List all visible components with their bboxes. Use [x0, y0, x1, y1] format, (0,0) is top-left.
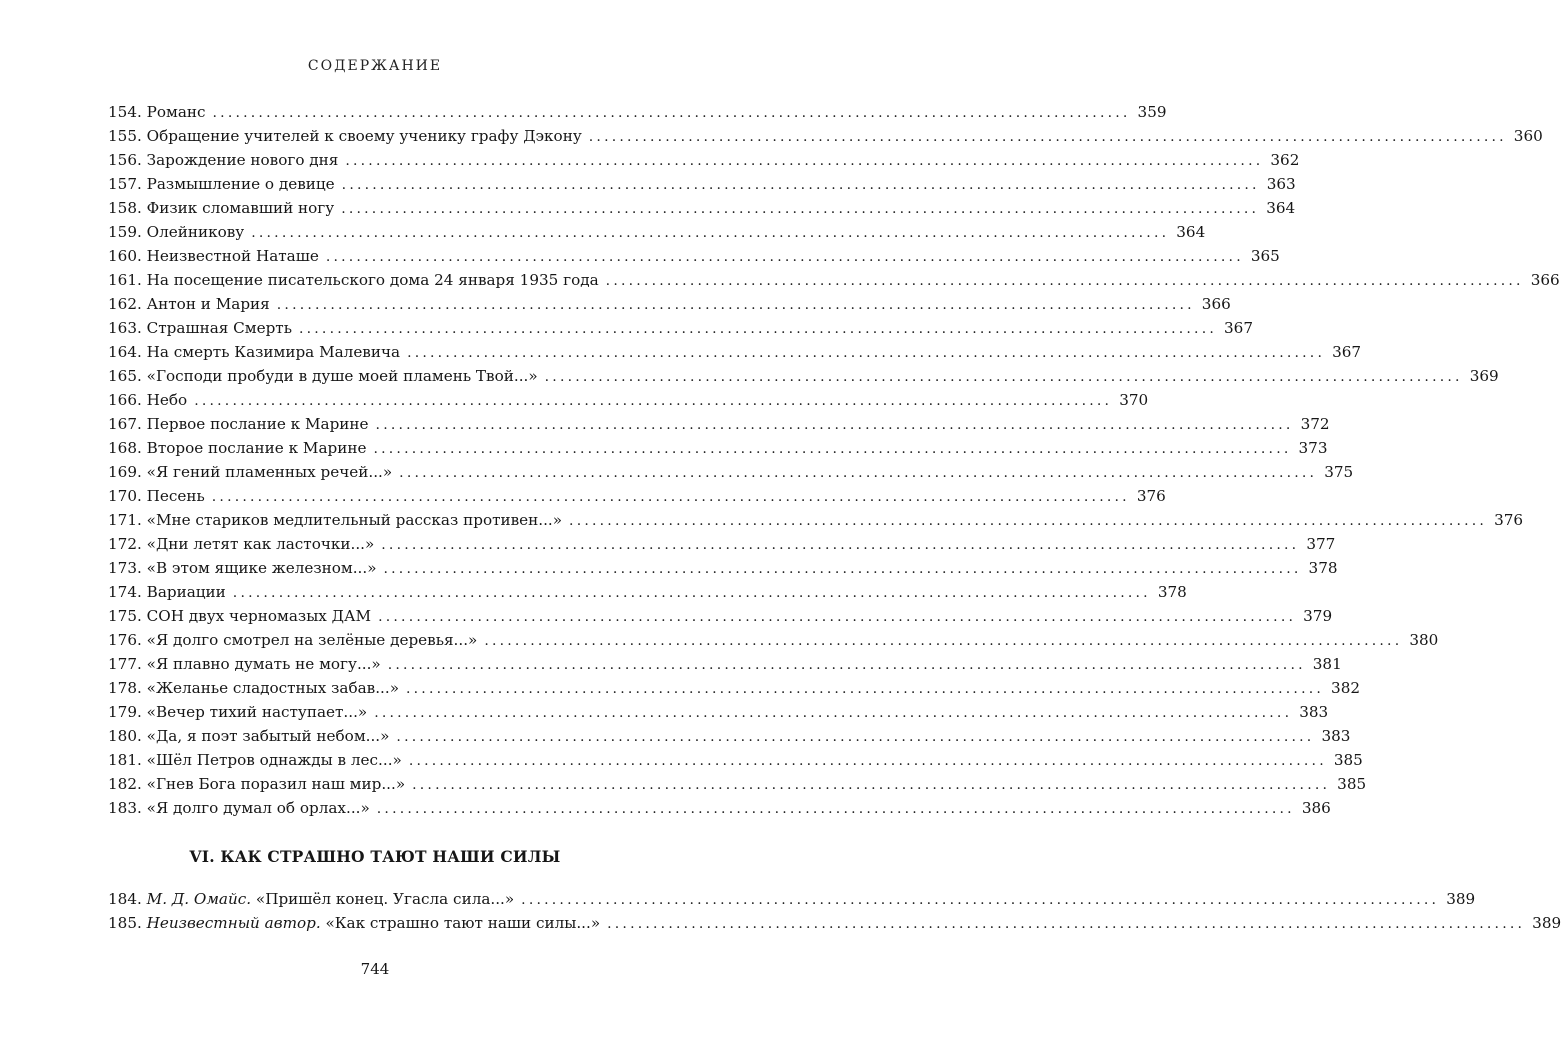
- toc-entry: [108, 196, 1296, 220]
- entry-title: [142, 676, 399, 700]
- dot-leader: ........................................................................................................................: [373, 441, 1292, 457]
- entry-title-text: «Я гений пламенных речей...»: [146, 463, 393, 481]
- entry-number: 178.: [108, 679, 142, 697]
- dot-leader: ........................................................................................................................: [544, 369, 1463, 385]
- entry-page: 375: [1324, 463, 1354, 481]
- entry-title: [142, 748, 402, 772]
- entry-page: 365: [1250, 247, 1280, 265]
- dot-leader: ........................................................................................................................: [521, 892, 1440, 908]
- entry-title-text: Размышление о девице: [146, 175, 335, 193]
- dot-leader: ........................................................................................................................: [387, 657, 1306, 673]
- entry-title-text: «Господи пробуди в душе моей пламень Твой...»: [146, 367, 538, 385]
- entry-title-text: Первое послание к Марине: [146, 415, 369, 433]
- entry-title-text: Антон и Мария: [146, 295, 270, 313]
- entry-title-text: На смерть Казимира Малевича: [146, 343, 401, 361]
- toc-entry: [108, 628, 1439, 652]
- entry-title: [142, 412, 369, 436]
- dot-leader: ........................................................................................................................: [381, 537, 1300, 553]
- dot-leader: ........................................................................................................................: [605, 273, 1524, 289]
- toc-entry: [108, 532, 1336, 556]
- entry-number: 174.: [108, 583, 142, 601]
- entry-number: 155.: [108, 127, 142, 145]
- entry-number: 156.: [108, 151, 142, 169]
- entry-title-text: «Как страшно тают наши силы...»: [325, 914, 601, 932]
- entry-number: 164.: [108, 343, 142, 361]
- toc-entry: [108, 148, 1300, 172]
- dot-leader: ........................................................................................................................: [607, 916, 1526, 932]
- entry-page: 376: [1494, 511, 1524, 529]
- toc-entry: [108, 887, 1476, 911]
- entry-page: 366: [1201, 295, 1231, 313]
- entry-page: 378: [1157, 583, 1187, 601]
- entry-title-text: Небо: [146, 391, 188, 409]
- entry-page: 364: [1266, 199, 1296, 217]
- dot-leader: ........................................................................................................................: [407, 345, 1326, 361]
- toc-entry: [108, 580, 1187, 604]
- entry-number: 154.: [108, 103, 142, 121]
- entry-title-text: Олейникову: [146, 223, 245, 241]
- entry-page: 383: [1299, 703, 1329, 721]
- entry-page: 366: [1530, 271, 1560, 289]
- dot-leader: ........................................................................................................................: [232, 585, 1151, 601]
- entry-number: 175.: [108, 607, 142, 625]
- toc-entry: [108, 364, 1499, 388]
- entry-number: 165.: [108, 367, 142, 385]
- entry-page: 363: [1266, 175, 1296, 193]
- dot-leader: ........................................................................................................................: [408, 753, 1327, 769]
- entry-title-text: «Я долго смотрел на зелёные деревья...»: [146, 631, 478, 649]
- dot-leader: ........................................................................................................................: [396, 729, 1315, 745]
- toc-entry: [108, 244, 1280, 268]
- toc-entry: [108, 340, 1362, 364]
- dot-leader: ........................................................................................................................: [212, 105, 1131, 121]
- toc-entry: [108, 172, 1296, 196]
- entry-page: 369: [1469, 367, 1499, 385]
- dot-leader: ........................................................................................................................: [194, 393, 1113, 409]
- entry-page: 389: [1532, 914, 1561, 932]
- entry-title-text: «Вечер тихий наступает...»: [146, 703, 368, 721]
- dot-leader: ........................................................................................................................: [341, 201, 1260, 217]
- entry-title-text: Второе послание к Марине: [146, 439, 367, 457]
- entry-number: 176.: [108, 631, 142, 649]
- entry-number: 184.: [108, 890, 142, 908]
- entry-page: 373: [1298, 439, 1328, 457]
- dot-leader: ........................................................................................................................: [406, 681, 1325, 697]
- entry-title-text: Зарождение нового дня: [146, 151, 339, 169]
- entry-page: 372: [1300, 415, 1330, 433]
- dot-leader: ........................................................................................................................: [345, 153, 1264, 169]
- entry-page: 382: [1331, 679, 1361, 697]
- entry-page: 364: [1176, 223, 1206, 241]
- entry-title: [142, 244, 319, 268]
- toc-entry: [108, 652, 1342, 676]
- entry-number: 158.: [108, 199, 142, 217]
- toc-entry: [108, 604, 1333, 628]
- entry-title-text: «Мне стариков медлительный рассказ противен...»: [146, 511, 563, 529]
- dot-leader: ........................................................................................................................: [375, 417, 1294, 433]
- toc-entry: [108, 556, 1338, 580]
- entry-page: 385: [1337, 775, 1367, 793]
- dot-leader: ........................................................................................................................: [325, 249, 1244, 265]
- entry-title-text: Вариации: [146, 583, 226, 601]
- toc-entry: [108, 388, 1149, 412]
- entry-page: 381: [1312, 655, 1342, 673]
- entry-title: [142, 172, 335, 196]
- toc-entry: [108, 124, 1543, 148]
- dot-leader: ........................................................................................................................: [298, 321, 1218, 337]
- entry-title-text: Страшная Смерть: [146, 319, 292, 337]
- dot-leader: ........................................................................................................................: [383, 561, 1302, 577]
- entry-number: 162.: [108, 295, 142, 313]
- toc-entry: [108, 412, 1330, 436]
- entry-title-text: «Желанье сладостных забав...»: [146, 679, 399, 697]
- entry-number: 172.: [108, 535, 142, 553]
- section-heading: VI. КАК СТРАШНО ТАЮТ НАШИ СИЛЫ: [189, 847, 561, 866]
- toc-entry: [108, 911, 1561, 935]
- toc-entry: [108, 100, 1167, 124]
- entry-number: 163.: [108, 319, 142, 337]
- toc-entry: [108, 508, 1524, 532]
- running-head: СОДЕРЖАНИЕ: [307, 58, 443, 74]
- entry-title: [142, 724, 390, 748]
- entry-title-text: Песень: [146, 487, 205, 505]
- entry-author: Неизвестный автор.: [146, 914, 321, 932]
- entry-page: 385: [1333, 751, 1363, 769]
- entry-number: 177.: [108, 655, 142, 673]
- entry-title: [142, 436, 367, 460]
- page-number: 744: [360, 960, 390, 978]
- toc-entry: [108, 676, 1361, 700]
- toc-entry: [108, 484, 1166, 508]
- toc-entry: [108, 220, 1206, 244]
- toc-entry: [108, 796, 1331, 820]
- toc-entry: [108, 436, 1328, 460]
- toc-entry: [108, 700, 1329, 724]
- entry-page: 389: [1446, 890, 1476, 908]
- entry-number: 168.: [108, 439, 142, 457]
- entry-title: [142, 556, 377, 580]
- entry-number: 180.: [108, 727, 142, 745]
- entry-page: 376: [1136, 487, 1166, 505]
- entry-title: [142, 340, 400, 364]
- entry-title: [142, 148, 339, 172]
- entry-title: [142, 388, 187, 412]
- toc-entry: [108, 316, 1254, 340]
- entry-title-text: Романс: [146, 103, 206, 121]
- entry-page: 380: [1409, 631, 1439, 649]
- entry-title-text: Физик сломавший ногу: [146, 199, 335, 217]
- entry-number: 157.: [108, 175, 142, 193]
- entry-title: [142, 292, 270, 316]
- entry-title: [142, 652, 381, 676]
- entry-title: [142, 796, 370, 820]
- entry-title-text: Обращение учителей к своему ученику графу Дэкону: [146, 127, 582, 145]
- entry-title: [142, 772, 405, 796]
- dot-leader: ........................................................................................................................: [341, 177, 1260, 193]
- entry-number: 170.: [108, 487, 142, 505]
- entry-title-text: На посещение писательского дома 24 января 1935 года: [146, 271, 599, 289]
- toc-entry: [108, 292, 1231, 316]
- entry-title: [142, 100, 206, 124]
- entry-title: [142, 911, 600, 935]
- entry-page: 367: [1224, 319, 1254, 337]
- entry-page: 370: [1119, 391, 1149, 409]
- toc-entry: [108, 724, 1351, 748]
- entry-number: 181.: [108, 751, 142, 769]
- entry-title: [142, 460, 392, 484]
- table-of-contents: [108, 100, 1560, 820]
- entry-number: 159.: [108, 223, 142, 241]
- entry-page: 386: [1301, 799, 1331, 817]
- toc-entry: [108, 268, 1560, 292]
- entry-title: [142, 316, 292, 340]
- dot-leader: ........................................................................................................................: [251, 225, 1170, 241]
- entry-title: [142, 364, 538, 388]
- entry-title-text: «Дни летят как ласточки...»: [146, 535, 375, 553]
- entry-page: 362: [1270, 151, 1300, 169]
- entry-page: 379: [1303, 607, 1333, 625]
- entry-page: 359: [1137, 103, 1167, 121]
- entry-number: 161.: [108, 271, 142, 289]
- entry-title-text: Неизвестной Наташе: [146, 247, 319, 265]
- entry-number: 160.: [108, 247, 142, 265]
- entry-title: [142, 532, 374, 556]
- entry-title-text: «Я плавно думать не могу...»: [146, 655, 381, 673]
- toc-entry: [108, 748, 1363, 772]
- dot-leader: ........................................................................................................................: [399, 465, 1318, 481]
- entry-title: [142, 628, 478, 652]
- entry-number: 185.: [108, 914, 142, 932]
- dot-leader: ........................................................................................................................: [588, 129, 1507, 145]
- entry-number: 171.: [108, 511, 142, 529]
- entry-number: 166.: [108, 391, 142, 409]
- dot-leader: ........................................................................................................................: [374, 705, 1293, 721]
- entry-number: 167.: [108, 415, 142, 433]
- entry-title: [142, 484, 205, 508]
- entry-title: [142, 508, 562, 532]
- entry-page: 377: [1306, 535, 1336, 553]
- dot-leader: ........................................................................................................................: [211, 489, 1130, 505]
- entry-author: М. Д. Омайс.: [146, 890, 252, 908]
- entry-title-text: «Гнев Бога поразил наш мир...»: [146, 775, 406, 793]
- entry-title: [142, 196, 334, 220]
- entry-title-text: «В этом ящике железном...»: [146, 559, 377, 577]
- entry-title: [142, 887, 514, 911]
- dot-leader: ........................................................................................................................: [484, 633, 1403, 649]
- entry-number: 183.: [108, 799, 142, 817]
- entry-page: 378: [1308, 559, 1338, 577]
- entry-title: [142, 604, 371, 628]
- entry-number: 169.: [108, 463, 142, 481]
- entry-title-text: СОН двух черномазых ДАМ: [146, 607, 372, 625]
- toc-entry: [108, 460, 1354, 484]
- dot-leader: ........................................................................................................................: [569, 513, 1488, 529]
- entry-number: 179.: [108, 703, 142, 721]
- toc-entry: [108, 772, 1367, 796]
- entry-title-text: «Я долго думал об орлах...»: [146, 799, 370, 817]
- entry-title: [142, 124, 582, 148]
- dot-leader: ........................................................................................................................: [376, 801, 1295, 817]
- entry-page: 360: [1513, 127, 1543, 145]
- entry-title: [142, 580, 226, 604]
- entry-title: [142, 268, 599, 292]
- entry-title: [142, 700, 367, 724]
- section-table-of-contents: [108, 887, 1561, 935]
- entry-title-text: «Пришёл конец. Угасла сила...»: [255, 890, 515, 908]
- entry-number: 182.: [108, 775, 142, 793]
- entry-number: 173.: [108, 559, 142, 577]
- entry-title: [142, 220, 244, 244]
- dot-leader: ........................................................................................................................: [276, 297, 1195, 313]
- entry-page: 383: [1321, 727, 1351, 745]
- dot-leader: ........................................................................................................................: [412, 777, 1331, 793]
- entry-page: 367: [1332, 343, 1362, 361]
- entry-title-text: «Да, я поэт забытый небом...»: [146, 727, 390, 745]
- entry-title-text: «Шёл Петров однажды в лес...»: [146, 751, 402, 769]
- dot-leader: ........................................................................................................................: [378, 609, 1297, 625]
